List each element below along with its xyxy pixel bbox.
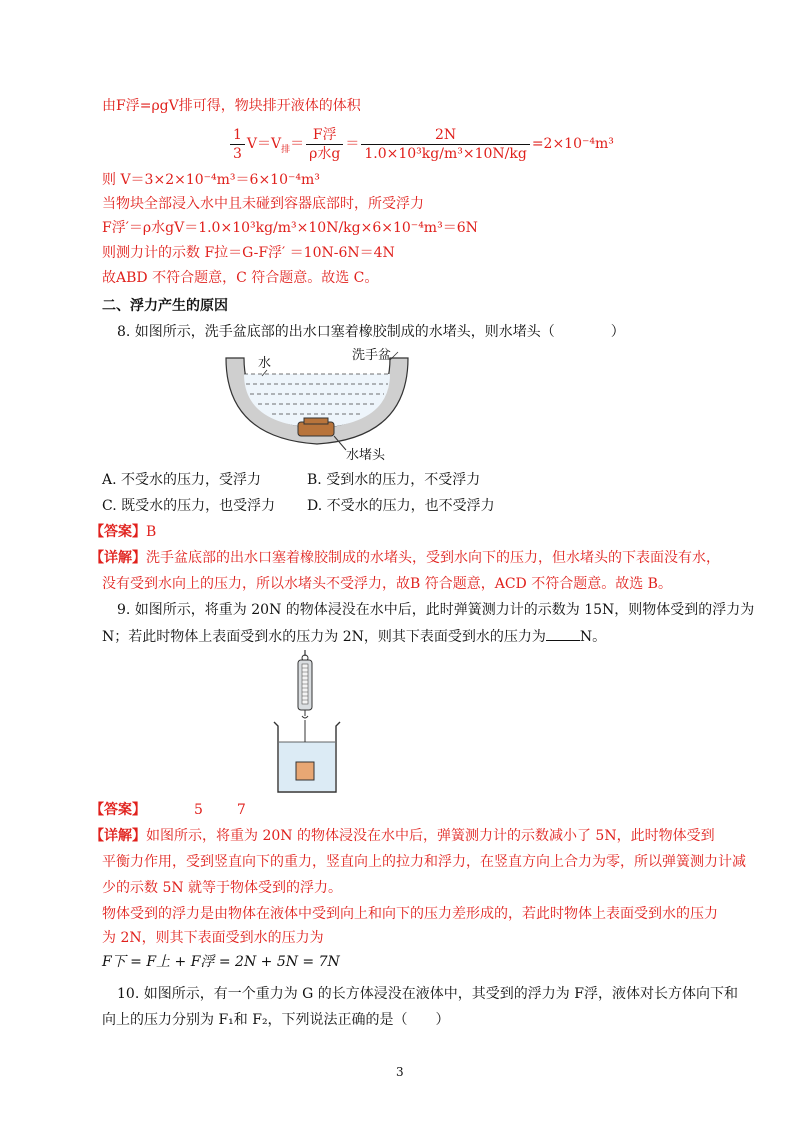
q9-detail-line-4: 物体受到的浮力是由物体在液体中受到向上和向下的压力差形成的，若此时物体上表面受到水的压力 xyxy=(102,906,718,922)
q9-blank xyxy=(546,626,580,641)
q10-stem-line-1: 10. 如图所示，有一个重力为 G 的长方体浸没在液体中，其受到的浮力为 F浮，液体对长方体向下和 xyxy=(117,986,738,1002)
q8-options-row-2 xyxy=(102,496,495,516)
q8-option-a: A. 不受水的压力，受浮力 xyxy=(102,472,262,488)
equation-fraction-1: $\frac{\text{F浮}}{\text{ρ水g}}$ xyxy=(306,126,343,163)
page-number: 3 xyxy=(396,1065,404,1079)
q9-detail-line-2: 平衡力作用，受到竖直向下的重力，竖直向上的拉力和浮力，在竖直方向上合力为零，所以弹簧测力计减 xyxy=(102,854,746,870)
q8-stem: 8. 如图所示，洗手盆底部的出水口塞着橡胶制成的水堵头，则水堵头（ ） xyxy=(117,324,625,340)
q9-detail-line-5: 为 2N，则其下表面受到水的压力为 xyxy=(102,930,324,946)
q8-options-row-1 xyxy=(102,470,480,490)
q9-detail-line-1: 【详解】如图所示，将重为 20N 的物体浸没在水中后，弹簧测力计的示数减小了 5N，此时物体受到 xyxy=(90,828,715,844)
label-basin: 洗手盆 xyxy=(352,348,392,363)
section-heading: 二、浮力产生的原因 xyxy=(102,298,228,314)
solution-line-4: 当物块全部浸入水中且未碰到容器底部时，所受浮力 xyxy=(102,196,424,212)
q9-detail-tag: 【详解】 xyxy=(90,828,146,844)
q9-answer-2: 7 xyxy=(236,802,246,818)
q9-answer-1: 5 xyxy=(194,802,203,818)
label-water: 水 xyxy=(258,356,272,371)
solution-line-3: 则 V＝3×2×10⁻⁴m³＝6×10⁻⁴m³ xyxy=(102,172,320,188)
submerged-block xyxy=(296,762,314,780)
q8-answer-tag: 【答案】 xyxy=(90,524,146,540)
q8-option-c: C. 既受水的压力，也受浮力 xyxy=(102,498,276,514)
equation-fraction-2: $\frac{2N}{\text{1.0×10³kg/m³×10N/kg}}$ xyxy=(361,126,529,163)
solution-line-1: 由F浮=ρgV排可得，物块排开液体的体积 xyxy=(102,98,361,114)
q8-option-d: D. 不受水的压力，也不受浮力 xyxy=(307,498,495,514)
volume-equation: $\frac{1}{3}$ $V=V_排=$ $\frac{\text{F浮}}{\text{ρ水g}}$ ＝ $\frac{2N}{\text{1.0×10³kg/m³×10N/kg}}$ =2×10⁻⁴m³ xyxy=(228,122,614,166)
q8-option-b: B. 受到水的压力，不受浮力 xyxy=(307,472,481,488)
q9-answer-tag: 【答案】 xyxy=(90,802,146,818)
q8-answer xyxy=(90,522,156,542)
label-plug: 水堵头 xyxy=(346,448,386,463)
q9-answer xyxy=(90,800,246,820)
q9-stem-line-1: 9. 如图所示，将重为 20N 的物体浸没在水中后，此时弹簧测力计的示数为 15N，则物体受到的浮力为 xyxy=(117,602,755,618)
solution-line-5: F浮′＝ρ水gV＝1.0×10³kg/m³×10N/kg×6×10⁻⁴m³＝6N xyxy=(102,220,478,236)
q9-detail-line-3: 少的示数 5N 就等于物体受到的浮力。 xyxy=(102,880,343,896)
q9-stem-line-2: N；若此时物体上表面受到水的压力为 2N，则其下表面受到水的压力为 N。 xyxy=(102,626,606,647)
q9-formula: F下 = F上 + F浮 = 2N + 5N = 7N xyxy=(102,954,340,970)
fraction-one-third: $\frac{1}{3}$ xyxy=(230,126,245,163)
spring-scale-figure xyxy=(270,650,370,798)
equation-result: =2×10⁻⁴m³ xyxy=(531,136,614,152)
q8-detail-line-1: 【详解】洗手盆底部的出水口塞着橡胶制成的水堵头，受到水向下的压力，但水堵头的下表面没有水， xyxy=(90,550,720,566)
q10-stem-line-2: 向上的压力分别为 F₁和 F₂，下列说法正确的是（ ） xyxy=(102,1012,450,1028)
q8-detail-tag: 【详解】 xyxy=(90,550,146,566)
q8-answer-value: B xyxy=(146,524,157,540)
solution-line-7: 故ABD 不符合题意，C 符合题意。故选 C。 xyxy=(102,270,379,286)
solution-line-6: 则测力计的示数 F拉＝G-F浮′ ＝10N-6N＝4N xyxy=(102,245,395,261)
q8-detail-line-2: 没有受到水向上的压力，所以水堵头不受浮力，故B 符合题意，ACD 不符合题意。故选 B。 xyxy=(102,576,672,592)
